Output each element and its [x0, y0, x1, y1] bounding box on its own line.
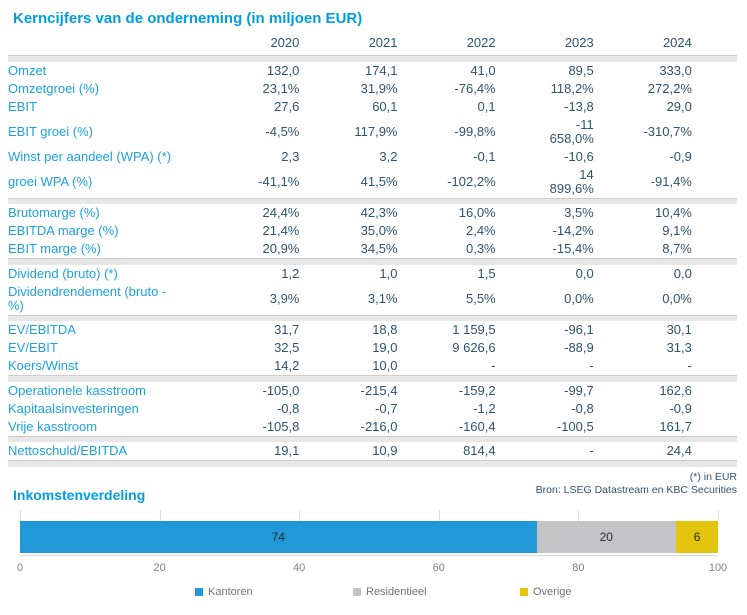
cell-value: -4,5% [265, 123, 300, 139]
x-axis-tick-label: 60 [432, 562, 445, 574]
cell-value: 34,5% [360, 241, 398, 256]
cell-value: 1,0 [379, 265, 398, 281]
legend-swatch-icon [195, 588, 203, 596]
gridline-stubs [20, 510, 718, 521]
cell-value: -0,8 [571, 400, 594, 416]
cell-value: 3,2 [379, 148, 398, 164]
cell-value: 19,0 [372, 340, 398, 355]
legend-swatch-icon [353, 588, 361, 596]
cell-value: -11 658,0% [549, 116, 594, 146]
year-column-header: 2024 [662, 35, 692, 50]
cell-value: - [491, 358, 496, 373]
row-label: Koers/Winst [8, 358, 79, 373]
cell-value: 10,4% [655, 205, 692, 220]
gridline-stub [578, 510, 579, 521]
cell-value: 23,1% [262, 80, 300, 96]
legend-label: Overige [533, 586, 572, 598]
gridline-stub [439, 510, 440, 521]
bar-segment-kantoren [20, 521, 537, 553]
cell-value: 30,1 [666, 322, 692, 337]
year-column-header: 2022 [466, 35, 496, 50]
cell-value: 132,0 [266, 62, 300, 78]
year-column-header: 2020 [270, 35, 300, 50]
table-row [8, 240, 737, 259]
cell-value: 18,8 [372, 322, 398, 337]
cell-value: - [687, 358, 692, 373]
cell-value: -310,7% [643, 123, 692, 139]
chart-plot-area [20, 510, 718, 557]
row-label: Brutomarge (%) [8, 205, 100, 220]
cell-value: -1,2 [473, 400, 496, 416]
table-row [8, 62, 737, 80]
legend-label: Kantoren [208, 586, 253, 598]
legend-item-residentieel [353, 586, 427, 598]
cell-value: 31,3 [666, 340, 692, 355]
cell-value: 0,0 [575, 265, 594, 281]
cell-value: 118,2% [550, 80, 594, 96]
cell-value: -13,8 [564, 98, 594, 114]
row-label: EV/EBITDA [8, 322, 76, 337]
legend-item-kantoren [195, 586, 253, 598]
x-axis-tick-label: 20 [153, 562, 166, 574]
cell-value: 32,5 [274, 340, 300, 355]
cell-value: 117,9% [354, 123, 398, 139]
cell-value: 29,0 [666, 98, 692, 114]
row-label: Omzetgroei (%) [8, 80, 100, 96]
cell-value: 14,2 [274, 358, 300, 373]
bar-segment-overige [676, 521, 718, 553]
cell-value: 3,5% [564, 205, 594, 220]
table-row [8, 98, 737, 116]
footnote-source: Bron: LSEG Datastream en KBC Securities [535, 483, 737, 496]
cell-value: 35,0% [360, 223, 398, 238]
row-label: Vrije kasstroom [8, 418, 98, 434]
cell-value: -99,7 [564, 382, 594, 398]
row-label: Operationele kasstroom [8, 382, 147, 398]
gridline-stub [718, 510, 719, 521]
bar-segment-value: 20 [599, 530, 613, 544]
cell-value: 0,0% [662, 290, 692, 306]
cell-value: -99,8% [454, 123, 496, 139]
table-row [8, 265, 737, 283]
cell-value: 31,9% [360, 80, 398, 96]
table-title: Kerncijfers van de onderneming (in miljoen EUR) [13, 10, 363, 27]
chart-title: Inkomstenverdeling [13, 487, 146, 503]
row-label: EBITDA marge (%) [8, 223, 119, 238]
cell-value: 0,1 [477, 98, 496, 114]
row-label: Dividendrendement (bruto - %) [8, 283, 167, 313]
cell-value: -105,8 [262, 418, 300, 434]
x-axis-line [20, 555, 718, 556]
x-axis-tick-labels [16, 562, 728, 576]
cell-value: 16,0% [458, 205, 496, 220]
cell-value: 162,6 [659, 382, 692, 398]
row-label: EV/EBIT [8, 340, 58, 355]
row-label: Omzet [8, 62, 47, 78]
cell-value: 0,3% [465, 241, 496, 256]
cell-value: 0,0% [564, 290, 594, 306]
bar-segment-residentieel [537, 521, 677, 553]
cell-value: 14 899,6% [549, 166, 594, 196]
cell-value: 174,1 [364, 62, 398, 78]
table-row [8, 357, 737, 376]
cell-value: 3,1% [367, 290, 398, 306]
cell-value: 814,4 [463, 443, 496, 458]
cell-value: -0,1 [473, 148, 496, 164]
cell-value: -105,0 [262, 382, 300, 398]
row-label: EBIT groei (%) [8, 123, 94, 139]
section-separator [8, 461, 737, 467]
cell-value: -100,5 [556, 418, 594, 434]
legend-item-overige [520, 586, 572, 598]
row-label: Nettoschuld/EBITDA [8, 443, 128, 458]
table-row [8, 321, 737, 339]
cell-value: 42,3% [360, 205, 398, 220]
cell-value: - [589, 443, 594, 458]
income-distribution-chart [0, 482, 747, 615]
cell-value: -0,7 [375, 400, 398, 416]
table-row [8, 148, 737, 166]
table-row [8, 116, 737, 148]
row-label: Kapitaalsinvesteringen [8, 400, 139, 416]
cell-value: 20,9% [262, 241, 300, 256]
cell-value: -0,8 [276, 400, 300, 416]
row-label: groei WPA (%) [8, 173, 93, 189]
bar-segment-value: 6 [693, 530, 701, 544]
gridline-stub [160, 510, 161, 521]
table-row [8, 80, 737, 98]
cell-value: -91,4% [650, 173, 692, 189]
cell-value: -159,2 [458, 382, 496, 398]
table-row [8, 382, 737, 400]
cell-value: 272,2% [647, 80, 692, 96]
cell-value: 60,1 [372, 98, 398, 114]
cell-value: 1 159,5 [452, 322, 496, 337]
table-body [8, 36, 737, 467]
cell-value: 24,4% [262, 205, 300, 220]
year-column-header: 2021 [368, 35, 398, 50]
cell-value: 3,9% [269, 290, 300, 306]
row-label: Dividend (bruto) (*) [8, 265, 118, 281]
cell-value: 9,1% [662, 223, 692, 238]
cell-value: 27,6 [274, 98, 300, 114]
table-row [8, 442, 737, 461]
gridline-stub [299, 510, 300, 521]
row-label: EBIT [8, 98, 37, 114]
cell-value: -102,2% [447, 173, 496, 189]
table-row [8, 418, 737, 437]
key-figures-table [8, 36, 737, 467]
cell-value: -96,1 [564, 322, 594, 337]
cell-value: -15,4% [552, 241, 594, 256]
cell-value: 161,7 [659, 418, 692, 434]
cell-value: -88,9 [564, 340, 594, 355]
cell-value: - [589, 358, 594, 373]
bar-segment-value: 74 [271, 530, 285, 544]
table-row [8, 339, 737, 357]
table-row [8, 222, 737, 240]
table-row [8, 400, 737, 418]
cell-value: 10,9 [372, 443, 398, 458]
row-label: Winst per aandeel (WPA) (*) [8, 148, 172, 164]
year-column-header: 2023 [564, 35, 594, 50]
row-label: EBIT marge (%) [8, 241, 101, 256]
cell-value: -0,9 [669, 400, 692, 416]
legend-label: Residentieel [366, 586, 427, 598]
year-header-row [8, 36, 737, 56]
cell-value: 1,5 [477, 265, 496, 281]
cell-value: 24,4 [666, 443, 692, 458]
table-row [8, 204, 737, 222]
cell-value: 8,7% [662, 241, 692, 256]
cell-value: -0,9 [669, 148, 692, 164]
x-axis-tick-label: 40 [293, 562, 306, 574]
cell-value: -216,0 [360, 418, 398, 434]
cell-value: 41,5% [360, 173, 398, 189]
stacked-bar [20, 521, 718, 553]
cell-value: 2,4% [465, 223, 496, 238]
cell-value: -76,4% [454, 80, 496, 96]
cell-value: -10,6 [564, 148, 594, 164]
cell-value: -41,1% [258, 173, 300, 189]
footnote-in-eur: (*) in EUR [689, 470, 737, 483]
legend-swatch-icon [520, 588, 528, 596]
cell-value: -14,2% [552, 223, 594, 238]
chart-legend [0, 586, 747, 602]
cell-value: 41,0 [470, 62, 496, 78]
cell-value: 10,0 [372, 358, 398, 373]
cell-value: 89,5 [568, 62, 594, 78]
cell-value: 2,3 [281, 148, 300, 164]
cell-value: -215,4 [360, 382, 398, 398]
cell-value: 1,2 [281, 265, 300, 281]
x-axis-tick-label: 80 [572, 562, 585, 574]
cell-value: 0,0 [673, 265, 692, 281]
table-row [8, 166, 737, 199]
x-axis-tick-label: 0 [16, 562, 24, 574]
cell-value: 31,7 [274, 322, 300, 337]
cell-value: 21,4% [262, 223, 300, 238]
cell-value: 333,0 [659, 62, 692, 78]
cell-value: 19,1 [274, 443, 300, 458]
cell-value: 5,5% [465, 290, 496, 306]
x-axis-tick-label: 100 [708, 562, 728, 574]
gridline-stub [20, 510, 21, 521]
table-row [8, 283, 737, 316]
cell-value: 9 626,6 [452, 340, 496, 355]
cell-value: -160,4 [458, 418, 496, 434]
